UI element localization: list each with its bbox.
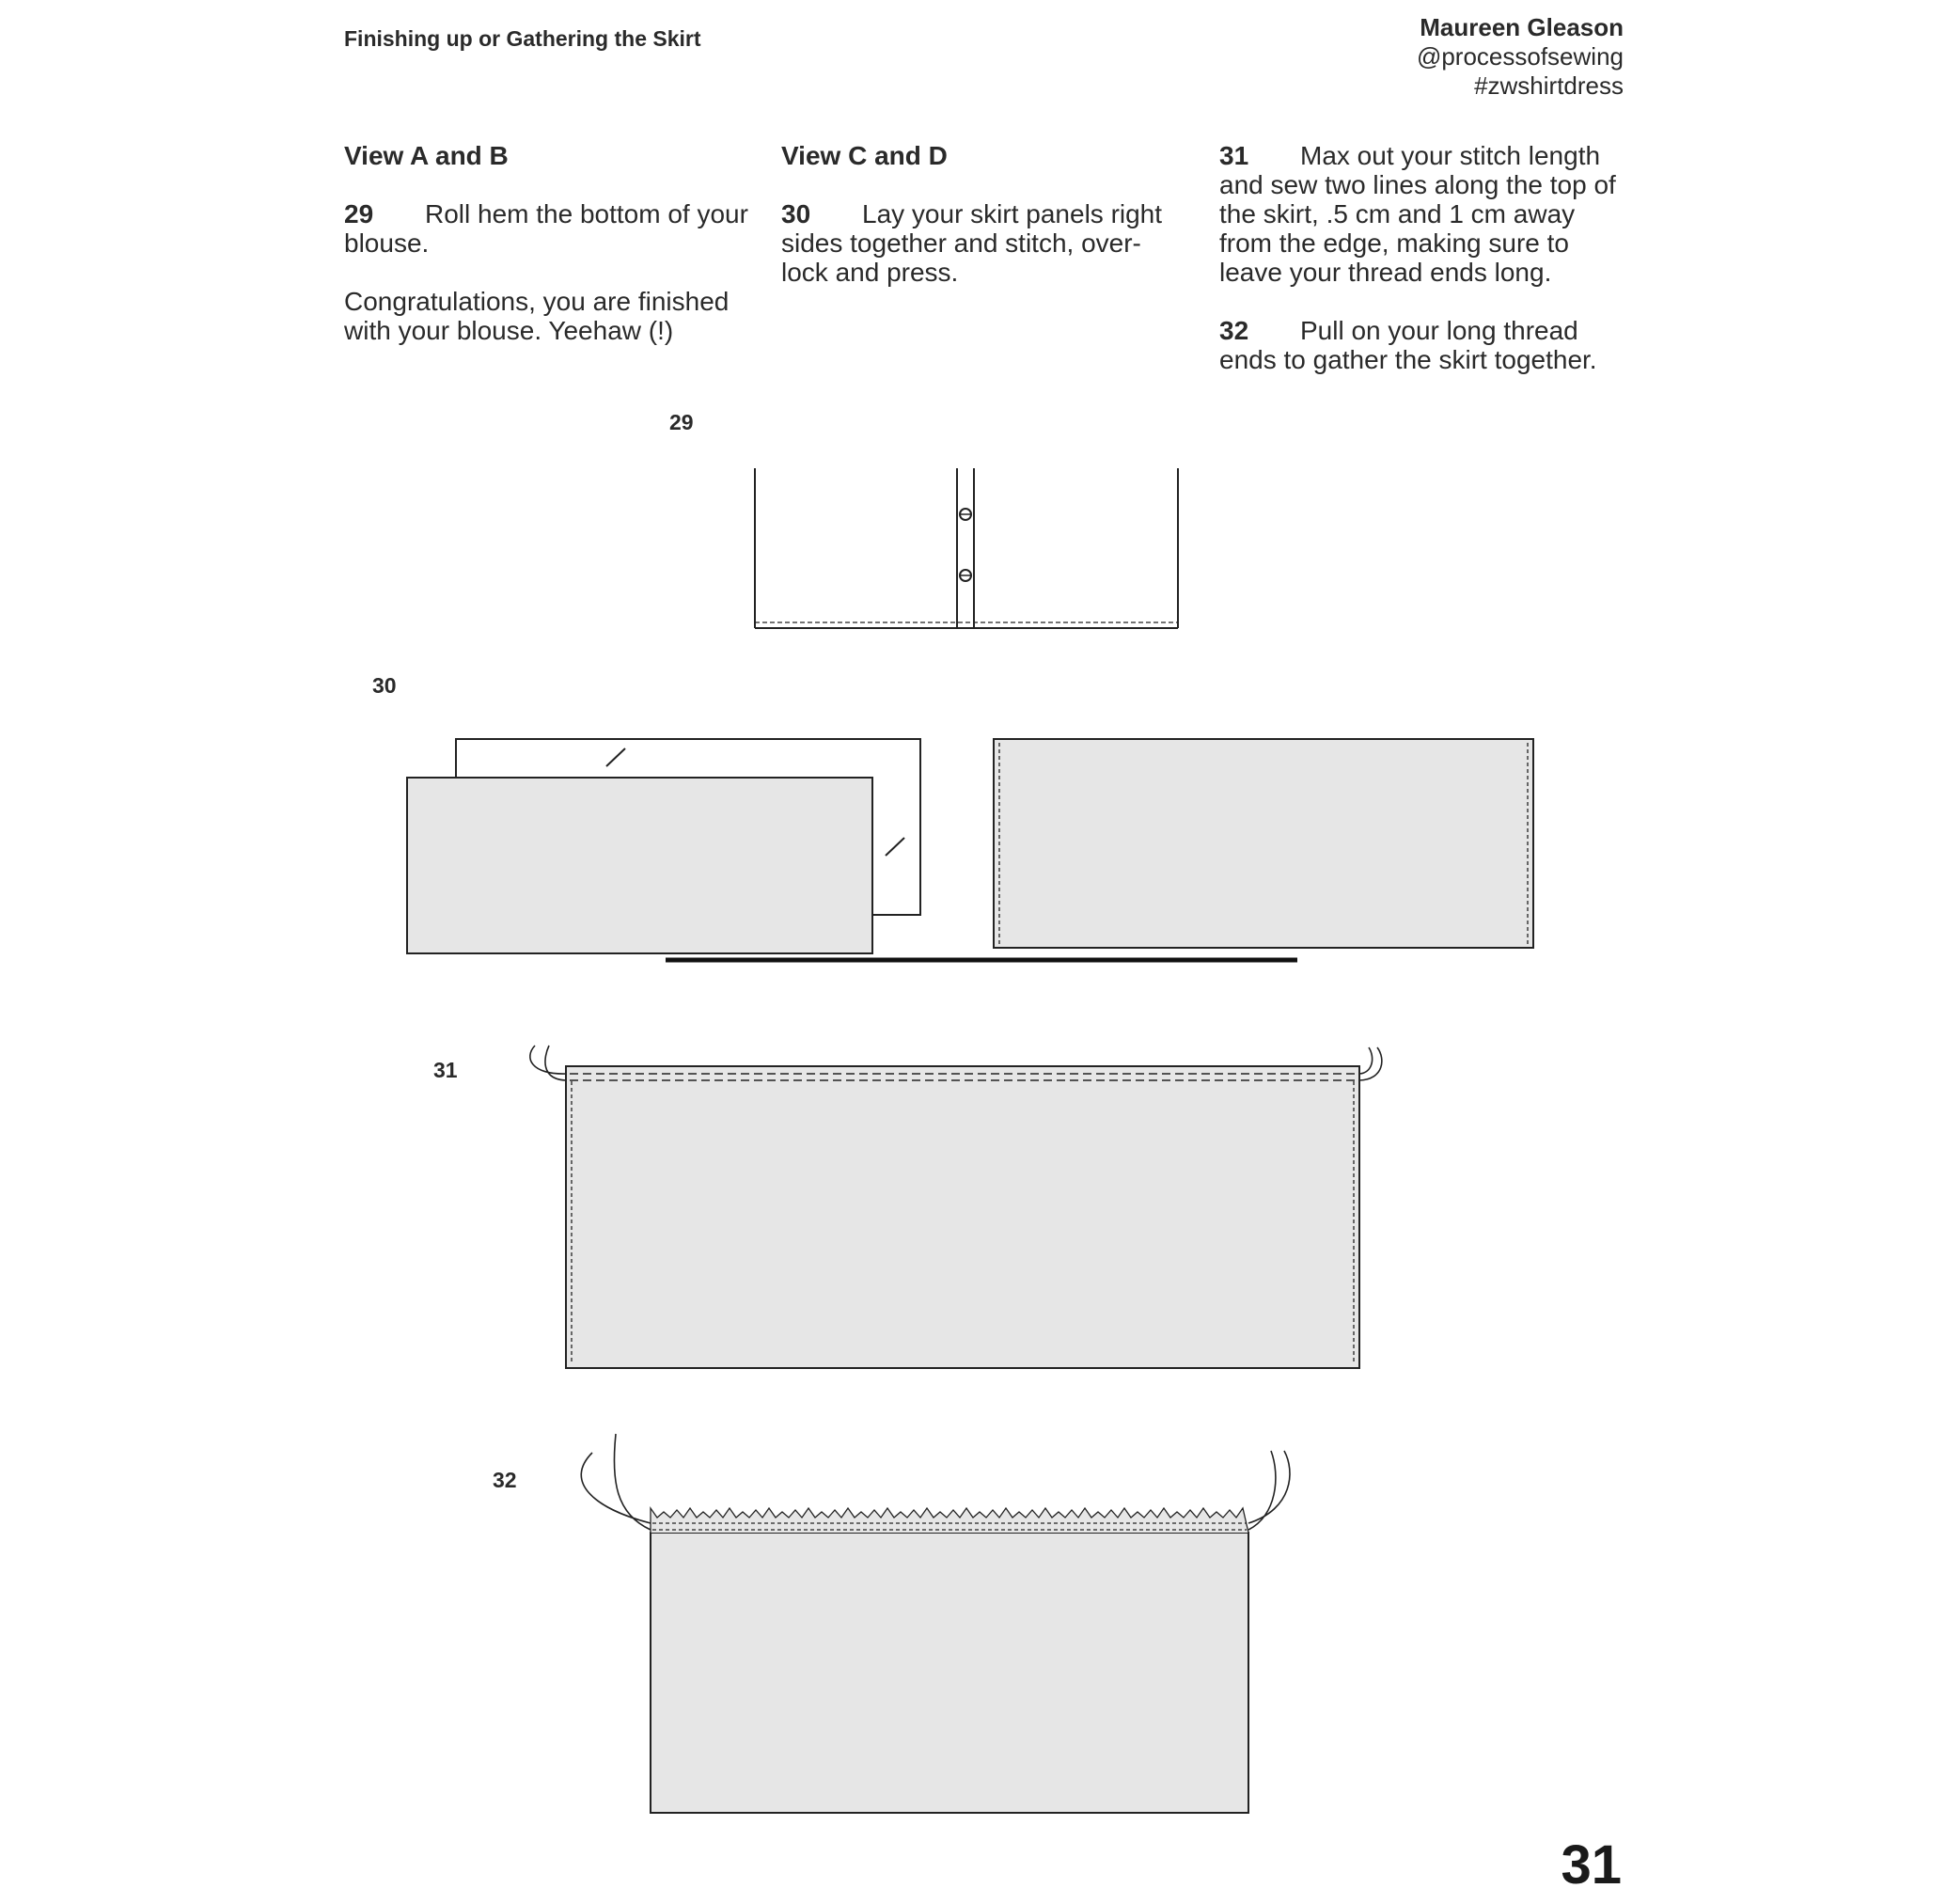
blouse-hem-illustration (755, 468, 1178, 628)
figure-label-30: 30 (372, 673, 397, 698)
figure-label-32: 32 (493, 1468, 517, 1492)
figure-label-29: 29 (669, 410, 694, 434)
heading-view-c-d: View C and D (781, 141, 948, 170)
skirt-panel-sewn-illustration (994, 739, 1533, 948)
heading-view-a-b: View A and B (344, 141, 509, 170)
step-text: Pull on your long thread ends to gather the skirt together. (1219, 316, 1597, 374)
step-text: Roll hem the bottom of your blouse. (344, 199, 748, 258)
step-number: 29 (344, 199, 374, 228)
author-handle: @processofsewing (1416, 42, 1624, 71)
step-text: Lay your skirt panels right sides together and stitch, over-lock and press. (781, 199, 1163, 287)
step-number: 32 (1219, 316, 1249, 345)
page-number: 31 (1561, 1834, 1622, 1896)
step-number: 30 (781, 199, 811, 228)
step-text: Max out your stitch length and sew two lines along the top of the skirt, .5 cm and 1 cm away from the edge, making sure to leave your thread ends long. (1219, 141, 1616, 287)
section-title: Finishing up or Gathering the Skirt (344, 26, 701, 51)
step-number: 31 (1219, 141, 1249, 170)
author-hashtag: #zwshirtdress (1474, 71, 1624, 100)
basting-lines-illustration (530, 1046, 1382, 1368)
author-name: Maureen Gleason (1420, 13, 1624, 41)
skirt-panels-stacked-illustration (407, 739, 920, 953)
gathered-skirt-illustration (581, 1434, 1290, 1813)
congratulations-note: Congratulations, you are finished with your blouse. Yeehaw (!) (344, 287, 730, 345)
figure-label-31: 31 (433, 1058, 458, 1082)
